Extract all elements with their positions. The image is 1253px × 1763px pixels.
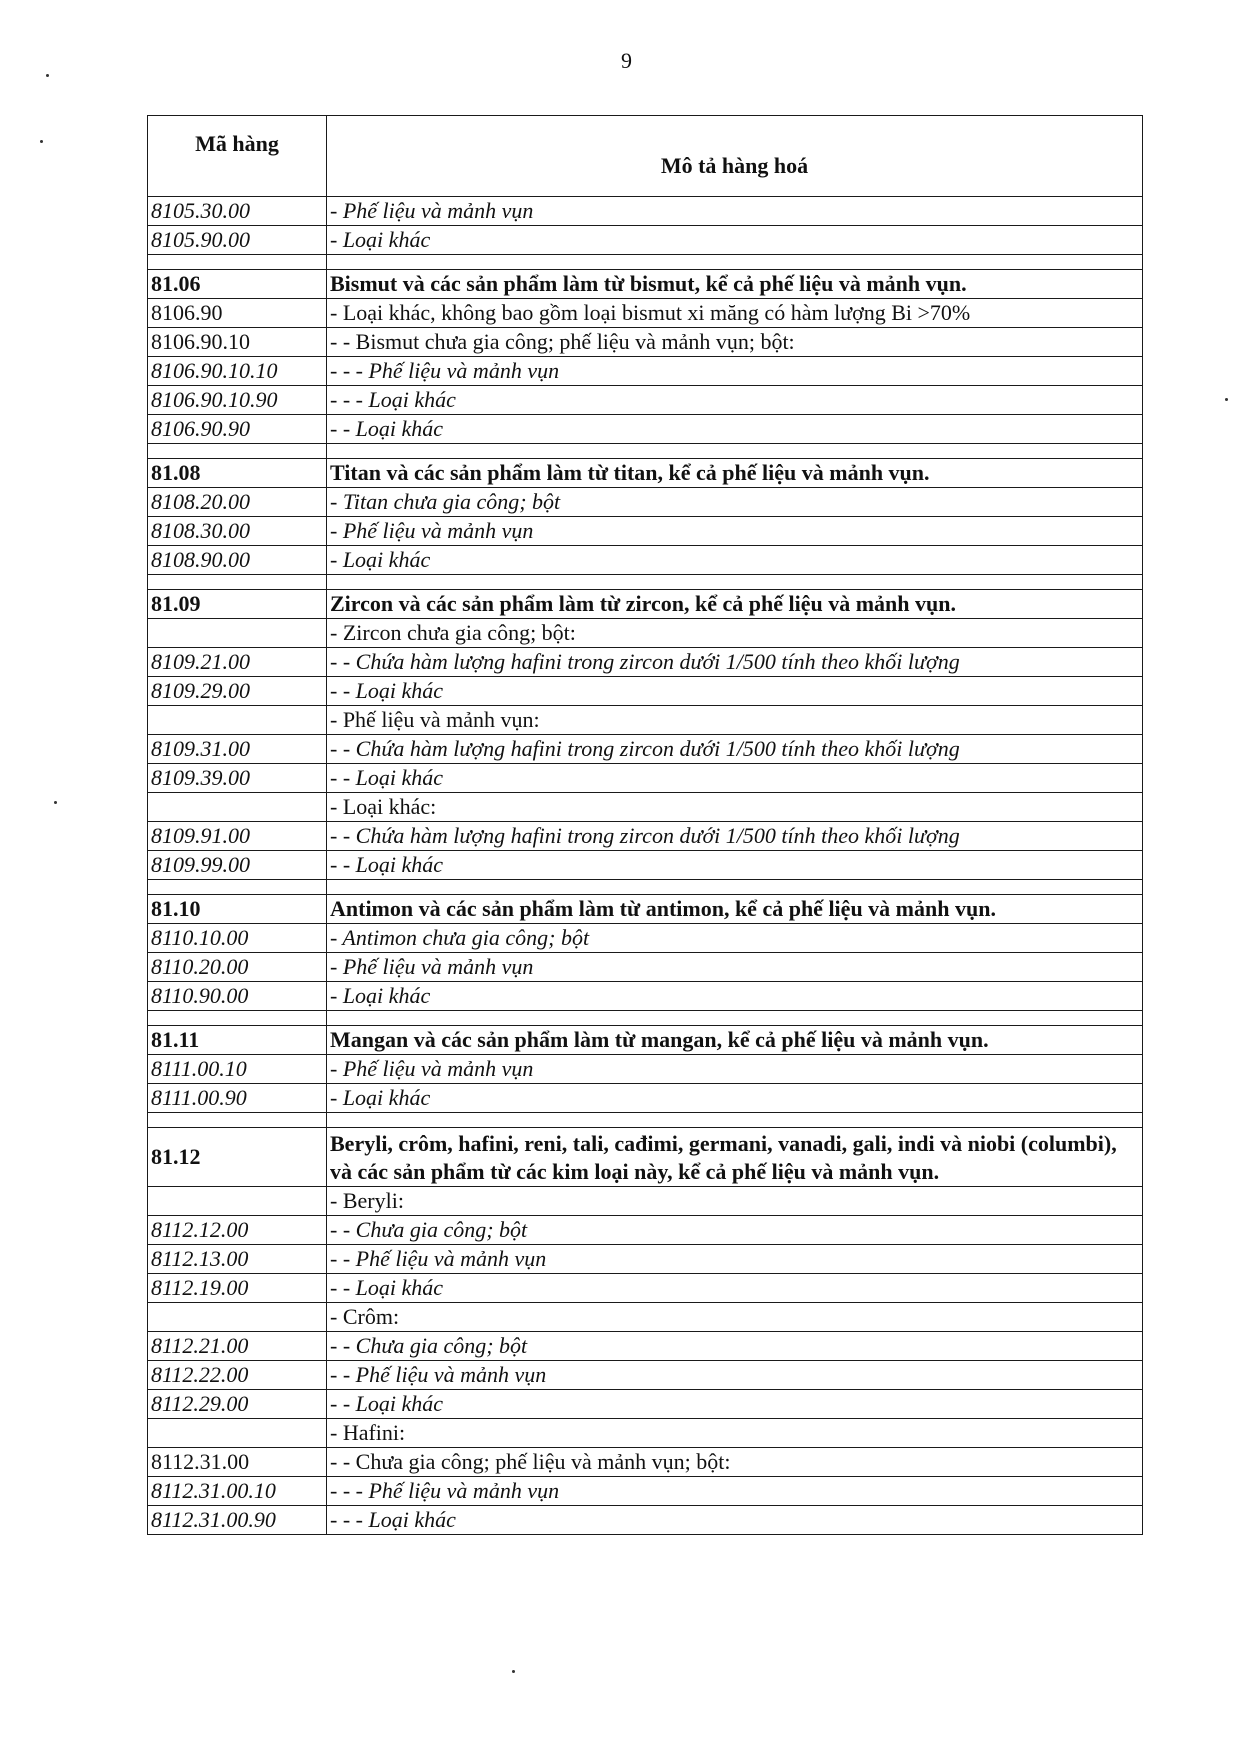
table-row [148,924,1143,953]
table-row [148,793,1143,822]
table-row [148,1128,1143,1187]
row-description: - Loại khác [327,226,1143,255]
row-code [148,706,327,735]
row-code: 8105.30.00 [148,197,327,226]
table-row [148,764,1143,793]
row-description [327,1011,1143,1026]
row-code: 8108.90.00 [148,546,327,575]
row-description: - Loại khác: [327,793,1143,822]
table-row [148,357,1143,386]
row-code [148,793,327,822]
table-row [148,1419,1143,1448]
row-description: - - Phế liệu và mảnh vụn [327,1245,1143,1274]
tariff-table [147,115,1143,1535]
table-row [148,1245,1143,1274]
row-description [327,575,1143,590]
table-row [148,1055,1143,1084]
row-description: - - Chứa hàm lượng hafini trong zircon dưới 1/500 tính theo khối lượng [327,822,1143,851]
row-description: - Zircon chưa gia công; bột: [327,619,1143,648]
table-row [148,415,1143,444]
row-code: 8108.30.00 [148,517,327,546]
row-description: Bismut và các sản phẩm làm từ bismut, kể cả phế liệu và mảnh vụn. [327,270,1143,299]
row-description: - - Chưa gia công; bột [327,1332,1143,1361]
table-row [148,953,1143,982]
table-row [148,1011,1143,1026]
scan-speck [40,140,43,143]
table-row [148,255,1143,270]
table-header-row [148,116,1143,197]
row-code: 81.10 [148,895,327,924]
row-description: Antimon và các sản phẩm làm từ antimon, kể cả phế liệu và mảnh vụn. [327,895,1143,924]
table-row [148,1332,1143,1361]
table-row [148,1506,1143,1535]
table-row [148,648,1143,677]
row-description: - Phế liệu và mảnh vụn [327,197,1143,226]
table-row [148,1084,1143,1113]
row-code [148,1303,327,1332]
table-row [148,1448,1143,1477]
row-description: Beryli, crôm, hafini, reni, tali, cađimi, germani, vanadi, gali, indi và niobi (columbi), và các sản phẩm từ các kim loại này, kể cả phế liệu và mảnh vụn. [327,1128,1143,1187]
row-code: 81.12 [148,1128,327,1187]
table-row [148,706,1143,735]
row-code: 8109.91.00 [148,822,327,851]
page-number: 9 [621,48,632,73]
scan-speck [1225,398,1228,401]
row-code: 8106.90.10.90 [148,386,327,415]
row-code: 81.09 [148,590,327,619]
row-code: 8109.31.00 [148,735,327,764]
row-description: - - Loại khác [327,415,1143,444]
table-body [148,197,1143,1535]
row-description: - - Loại khác [327,677,1143,706]
row-description: - - Loại khác [327,1274,1143,1303]
row-code: 8112.31.00.10 [148,1477,327,1506]
table-row [148,735,1143,764]
row-description: - Phế liệu và mảnh vụn [327,517,1143,546]
row-code: 81.06 [148,270,327,299]
row-code: 8112.12.00 [148,1216,327,1245]
table-row [148,1390,1143,1419]
row-code: 8109.21.00 [148,648,327,677]
row-description: - Loại khác [327,982,1143,1011]
row-description: - Loại khác, không bao gồm loại bismut xi măng có hàm lượng Bi >70% [327,299,1143,328]
row-code: 8112.31.00 [148,1448,327,1477]
row-description: - Phế liệu và mảnh vụn [327,1055,1143,1084]
row-description: - - Chứa hàm lượng hafini trong zircon dưới 1/500 tính theo khối lượng [327,648,1143,677]
row-description: Titan và các sản phẩm làm từ titan, kể cả phế liệu và mảnh vụn. [327,459,1143,488]
row-description [327,444,1143,459]
row-code: 8112.29.00 [148,1390,327,1419]
table-row [148,575,1143,590]
table-row [148,1361,1143,1390]
row-description: - Titan chưa gia công; bột [327,488,1143,517]
row-description: - - Chưa gia công; bột [327,1216,1143,1245]
row-description: - Loại khác [327,546,1143,575]
row-code [148,619,327,648]
table-row [148,1113,1143,1128]
row-code: 8112.31.00.90 [148,1506,327,1535]
row-code: 8109.39.00 [148,764,327,793]
row-code: 8106.90.10 [148,328,327,357]
row-code: 8106.90.10.10 [148,357,327,386]
table-row [148,197,1143,226]
row-code: 8111.00.90 [148,1084,327,1113]
row-code: 8112.13.00 [148,1245,327,1274]
table-row [148,1026,1143,1055]
table-row [148,982,1143,1011]
table-row [148,880,1143,895]
row-description: - Crôm: [327,1303,1143,1332]
row-code [148,1011,327,1026]
row-description: - - - Loại khác [327,386,1143,415]
row-code [148,880,327,895]
row-code [148,1187,327,1216]
row-description: - - Phế liệu và mảnh vụn [327,1361,1143,1390]
table-row [148,459,1143,488]
scan-speck [46,74,49,77]
row-code: 8110.10.00 [148,924,327,953]
row-code: 8105.90.00 [148,226,327,255]
row-description: Mangan và các sản phẩm làm từ mangan, kể cả phế liệu và mảnh vụn. [327,1026,1143,1055]
table-row [148,517,1143,546]
row-description: - - - Phế liệu và mảnh vụn [327,357,1143,386]
row-description: - Hafini: [327,1419,1143,1448]
row-code: 8109.99.00 [148,851,327,880]
row-code [148,575,327,590]
row-code: 8110.20.00 [148,953,327,982]
row-code: 8112.21.00 [148,1332,327,1361]
table-row [148,226,1143,255]
scan-speck [512,1670,515,1673]
row-code [148,444,327,459]
table-row [148,1274,1143,1303]
table-row [148,328,1143,357]
row-description: - - Chưa gia công; phế liệu và mảnh vụn; bột: [327,1448,1143,1477]
row-code: 81.11 [148,1026,327,1055]
table-row [148,270,1143,299]
table-row [148,1477,1143,1506]
table-row [148,851,1143,880]
row-description: - - Bismut chưa gia công; phế liệu và mảnh vụn; bột: [327,328,1143,357]
row-code [148,1113,327,1128]
row-code: 8112.19.00 [148,1274,327,1303]
row-description: - - Loại khác [327,1390,1143,1419]
row-code [148,255,327,270]
row-description [327,1113,1143,1128]
row-description: - Phế liệu và mảnh vụn [327,953,1143,982]
table-row [148,677,1143,706]
row-code: 8111.00.10 [148,1055,327,1084]
row-code [148,1419,327,1448]
row-description: - - - Loại khác [327,1506,1143,1535]
table-row [148,822,1143,851]
table-row [148,1216,1143,1245]
row-description [327,255,1143,270]
table-row [148,619,1143,648]
row-description: - Phế liệu và mảnh vụn: [327,706,1143,735]
row-code: 8110.90.00 [148,982,327,1011]
table-row [148,895,1143,924]
row-code: 81.08 [148,459,327,488]
row-description: - Loại khác [327,1084,1143,1113]
table-row [148,590,1143,619]
scan-speck [54,801,57,804]
header-code: Mã hàng [148,116,327,197]
row-description: - - Loại khác [327,764,1143,793]
row-code: 8108.20.00 [148,488,327,517]
table-row [148,444,1143,459]
table-row [148,299,1143,328]
table-row [148,546,1143,575]
table-row [148,1303,1143,1332]
row-description [327,880,1143,895]
header-description: Mô tả hàng hoá [327,116,1143,197]
row-description: - - Loại khác [327,851,1143,880]
row-description: Zircon và các sản phẩm làm từ zircon, kể cả phế liệu và mảnh vụn. [327,590,1143,619]
row-code: 8109.29.00 [148,677,327,706]
table-row [148,1187,1143,1216]
row-code: 8112.22.00 [148,1361,327,1390]
row-code: 8106.90.90 [148,415,327,444]
row-description: - - - Phế liệu và mảnh vụn [327,1477,1143,1506]
table-row [148,488,1143,517]
row-description: - Antimon chưa gia công; bột [327,924,1143,953]
row-description: - - Chứa hàm lượng hafini trong zircon dưới 1/500 tính theo khối lượng [327,735,1143,764]
table-row [148,386,1143,415]
row-code: 8106.90 [148,299,327,328]
row-description: - Beryli: [327,1187,1143,1216]
